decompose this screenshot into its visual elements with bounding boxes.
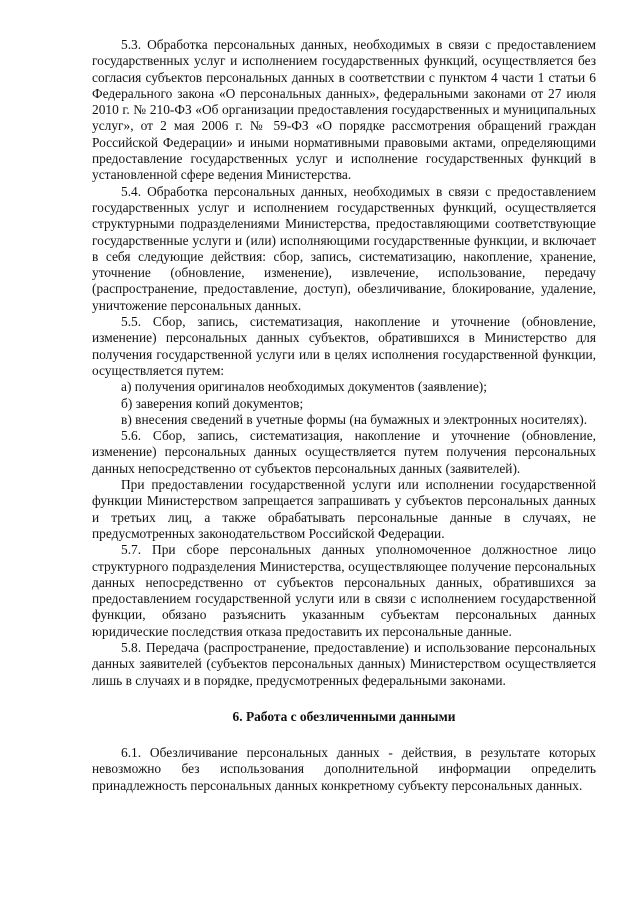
paragraph-5-5: 5.5. Сбор, запись, систематизация, накопление и уточнение (обновление, изменение) персональных данных субъектов, обратившихся в Министерство для получения государственной услуги или в целях исполнения государственной функции, осуществляется путем:: [92, 314, 596, 378]
paragraph-5-4: 5.4. Обработка персональных данных, необходимых в связи с предоставлением государственных услуг и исполнением государственных функций, осуществляется структурными подразделениями Министерства, предоставляющими соответствующие государственные услуги и (или) исполняющими государственные функции, и включает в себя следующие действия: сбор, запись, систематизацию, накопление, хранение, уточнение (обновление, изменение), извлечение, использование, передачу (распространение, предоставление, доступ), обезличивание, блокирование, удаление, уничтожение персональных данных.: [92, 183, 596, 313]
paragraph-5-6: 5.6. Сбор, запись, систематизация, накопление и уточнение (обновление, изменение) персональных данных осуществляется путем получения персональных данных непосредственно от субъектов персональных данных (заявителей).: [92, 428, 596, 476]
document-page: [92, 37, 596, 794]
paragraph-5-7: 5.7. При сборе персональных данных уполномоченное должностное лицо структурного подразделения Министерства, осуществляющее получение персональных данных непосредственно от субъектов персональных данных, обратившихся за предоставлением государственной услуги или в связи с исполнением государственной функции, обязано разъяснить указанным субъектам персональных данных юридические последствия отказа предоставить их персональные данные.: [92, 542, 596, 639]
list-item-v: в) внесения сведений в учетные формы (на бумажных и электронных носителях).: [121, 411, 588, 427]
list-item-b: б) заверения копий документов;: [121, 395, 304, 411]
paragraph-6-1: 6.1. Обезличивание персональных данных - действия, в результате которых невозможно без использования дополнительной информации определить принадлежность персональных данных конкретному субъекту персональных данных.: [92, 745, 596, 793]
paragraph-5-3: 5.3. Обработка персональных данных, необходимых в связи с предоставлением государственных услуг и исполнением государственных функций, осуществляется без согласия субъектов персональных данных в соответствии с пунктом 4 части 1 статьи 6 Федерального закона «О персональных данных», федеральными законами от 27 июля 2010 г. № 210-ФЗ «Об организации предоставления государственных и муниципальных услуг», от 2 мая 2006 г. № 59-ФЗ «О порядке рассмотрения обращений граждан Российской Федерации» и иными нормативными правовыми актами, определяющими предоставление государственных услуг и исполнение государственных функций в установленной сфере ведения Министерства.: [92, 37, 596, 183]
list-item-a: а) получения оригиналов необходимых документов (заявление);: [121, 379, 487, 395]
paragraph-5-8: 5.8. Передача (распространение, предоставление) и использование персональных данных заявителей (субъектов персональных данных) Министерством осуществляется лишь в случаях и в порядке, предусмотренных федеральными законами.: [92, 639, 596, 688]
paragraph-5-6-continued: При предоставлении государственной услуги или исполнении государственной функции Министерством запрещается запрашивать у субъектов персональных данных и третьих лиц, а также обрабатывать персональные данные в случаях, не предусмотренных законодательством Российской Федерации.: [92, 477, 596, 541]
section-heading: 6. Работа с обезличенными данными: [232, 708, 456, 724]
